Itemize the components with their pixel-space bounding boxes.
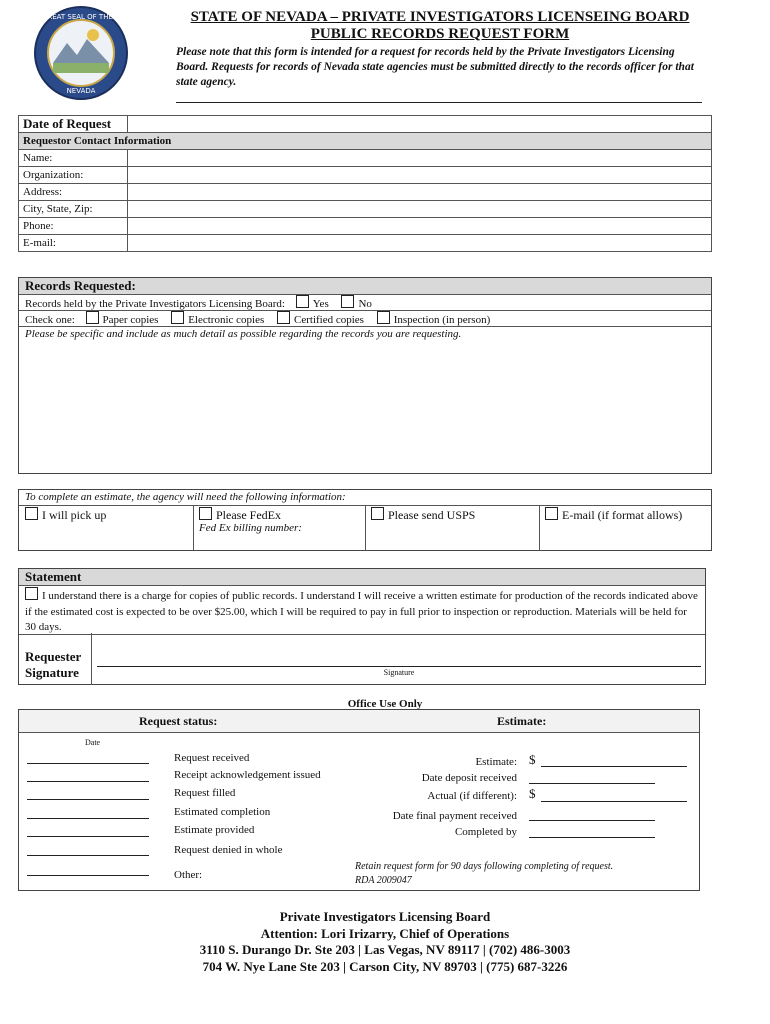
contact-table <box>18 115 712 252</box>
form-subtitle: PUBLIC RECORDS REQUEST FORM <box>310 26 570 42</box>
divider <box>91 633 92 685</box>
status-date-line[interactable] <box>27 818 149 819</box>
pickup-option <box>25 507 106 523</box>
completed-by-input-line[interactable] <box>529 837 655 838</box>
phone-label: Phone: <box>19 218 128 235</box>
certified-copies-label: Certified copies <box>294 314 364 326</box>
statement-section <box>18 568 706 685</box>
status-request-received: Request received <box>174 752 250 764</box>
actual-input-line[interactable] <box>541 801 687 802</box>
organization-input[interactable] <box>128 167 712 184</box>
status-estimated-completion: Estimated completion <box>174 806 271 818</box>
paper-copies-checkbox[interactable] <box>86 311 99 324</box>
state-seal-logo <box>25 5 137 101</box>
status-estimate-provided: Estimate provided <box>174 824 255 836</box>
yes-checkbox[interactable] <box>296 295 309 308</box>
electronic-copies-label: Electronic copies <box>188 314 265 326</box>
status-date-line[interactable] <box>27 763 149 764</box>
copy-type-row <box>19 311 711 327</box>
date-deposit-label: Date deposit received <box>421 772 517 784</box>
certified-copies-checkbox[interactable] <box>277 311 290 324</box>
requester-label: Requester <box>25 649 82 664</box>
usps-checkbox[interactable] <box>371 507 384 520</box>
fedex-label: Please FedEx <box>216 508 281 522</box>
signature-line[interactable] <box>97 666 701 667</box>
form-note: Please note that this form is intended for a request for records held by the Private Investigators Licensing Board. Requests for records of Nevada state agencies must be submitted directly to the records officer for that state agency. <box>176 46 694 88</box>
usps-option <box>371 507 475 523</box>
status-date-line[interactable] <box>27 836 149 837</box>
office-use-title: Office Use Only <box>347 698 423 710</box>
estimate-input-line[interactable] <box>541 766 687 767</box>
statement-checkbox[interactable] <box>25 587 38 600</box>
fedex-option <box>199 507 281 523</box>
dollar-sign: $ <box>529 752 536 767</box>
contact-section-header: Requestor Contact Information <box>19 133 712 150</box>
status-date-line[interactable] <box>27 799 149 800</box>
footer-attention: Attention: Lori Irizarry, Chief of Operations <box>260 925 510 941</box>
no-checkbox[interactable] <box>341 295 354 308</box>
divider <box>365 505 366 551</box>
email-format-label: E-mail (if format allows) <box>562 508 683 522</box>
usps-label: Please send USPS <box>388 508 476 522</box>
date-final-payment-input-line[interactable] <box>529 820 655 821</box>
actual-label: Actual (if different): <box>427 790 517 802</box>
signature-label: Signature <box>25 665 79 680</box>
date-of-request-input[interactable] <box>128 116 712 133</box>
records-section <box>18 277 712 474</box>
name-input[interactable] <box>128 150 712 167</box>
request-status-header: Request status: <box>139 714 218 728</box>
yes-label: Yes <box>312 298 329 310</box>
phone-input[interactable] <box>128 218 712 235</box>
status-other: Other: <box>174 869 203 881</box>
footer-contact <box>0 909 770 975</box>
city-state-zip-label: City, State, Zip: <box>19 201 128 218</box>
footer-agency: Private Investigators Licensing Board <box>279 909 491 924</box>
statement-text-row <box>19 586 705 635</box>
office-use-section <box>18 709 700 891</box>
statement-text: I understand there is a charge for copies of public records. I understand I will receive a written estimate for production of the records indicated above if the estimated cost is expected to be over $25.00, which I will be required to pay in full prior to inspection or reproduction. Materials will be held for 30 days. <box>25 590 698 633</box>
status-request-filled: Request filled <box>174 787 236 799</box>
estimate-info-intro: To complete an estimate, the agency will need the following information: <box>19 490 711 506</box>
requester-signature-label <box>25 649 81 681</box>
email-label: E-mail: <box>19 235 128 252</box>
svg-text:THE GREAT SEAL OF THE STATE: THE GREAT SEAL OF THE STATE <box>25 13 137 21</box>
date-of-request-label: Date of Request <box>19 116 128 133</box>
pickup-label: I will pick up <box>42 508 107 522</box>
date-deposit-input-line[interactable] <box>529 783 655 784</box>
city-state-zip-input[interactable] <box>128 201 712 218</box>
electronic-copies-checkbox[interactable] <box>171 311 184 324</box>
statement-header: Statement <box>19 569 705 586</box>
footer-carson-city-address: 704 W. Nye Lane Ste 203 | Carson City, NV 89703 | (775) 687-3226 <box>202 958 568 974</box>
inspection-checkbox[interactable] <box>377 311 390 324</box>
signature-caption: Signature <box>383 668 415 677</box>
address-label: Address: <box>19 184 128 201</box>
rda-number: RDA 2009047 <box>355 875 412 886</box>
pickup-checkbox[interactable] <box>25 507 38 520</box>
no-label: No <box>358 298 372 310</box>
records-description-textarea[interactable] <box>19 342 711 472</box>
records-held-label: Records held by the Private Investigators Licensing Board: <box>25 298 285 310</box>
form-title: STATE OF NEVADA – PRIVATE INVESTIGATORS LICENSEING BOARD <box>190 9 690 25</box>
status-date-line[interactable] <box>27 875 149 876</box>
svg-text:NEVADA: NEVADA <box>66 87 96 95</box>
status-date-line[interactable] <box>27 781 149 782</box>
divider <box>539 505 540 551</box>
status-receipt-acknowledgement: Receipt acknowledgement issued <box>174 769 321 781</box>
email-format-checkbox[interactable] <box>545 507 558 520</box>
records-instruction: Please be specific and include as much detail as possible regarding the records you are requesting. <box>25 328 462 340</box>
date-final-payment-label: Date final payment received <box>392 810 517 822</box>
check-one-label: Check one: <box>25 314 75 326</box>
name-label: Name: <box>19 150 128 167</box>
records-section-header: Records Requested: <box>19 278 711 295</box>
completed-by-label: Completed by <box>454 826 517 838</box>
paper-copies-label: Paper copies <box>102 314 159 326</box>
status-request-denied: Request denied in whole <box>174 844 283 856</box>
fedex-billing-label: Fed Ex billing number: <box>199 522 302 534</box>
estimate-info-section <box>18 489 712 551</box>
records-held-row <box>19 295 711 311</box>
estimate-header: Estimate: <box>497 714 547 728</box>
organization-label: Organization: <box>19 167 128 184</box>
retain-note: Retain request form for 90 days following completing of request. <box>355 861 614 872</box>
header-divider <box>176 102 702 103</box>
fedex-checkbox[interactable] <box>199 507 212 520</box>
email-option <box>545 507 682 523</box>
status-date-line[interactable] <box>27 855 149 856</box>
footer-las-vegas-address: 3110 S. Durango Dr. Ste 203 | Las Vegas, NV 89117 | (702) 486-3003 <box>199 942 571 957</box>
inspection-label: Inspection (in person) <box>393 314 491 326</box>
dollar-sign: $ <box>529 786 536 801</box>
estimate-label: Estimate: <box>475 756 517 768</box>
address-input[interactable] <box>128 184 712 201</box>
office-use-header-row <box>19 710 699 733</box>
email-input[interactable] <box>128 235 712 252</box>
divider <box>193 505 194 551</box>
date-caption: Date <box>85 738 101 747</box>
